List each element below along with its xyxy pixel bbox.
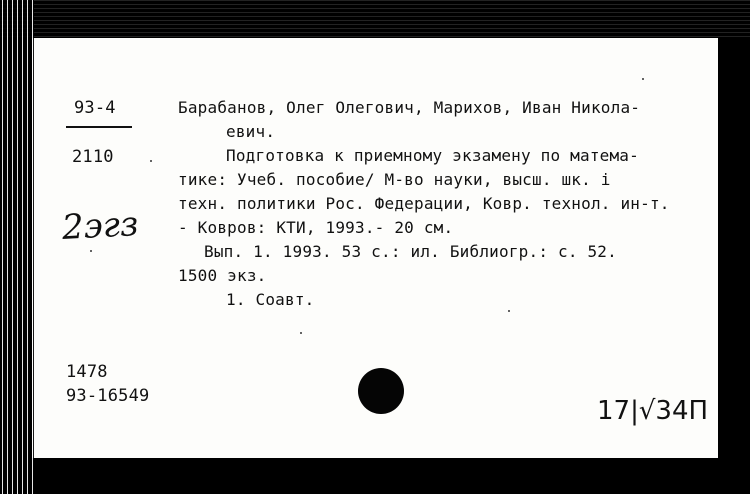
card-line-print-run: 1500 экз.	[178, 266, 267, 285]
corner-handwriting: 17|√34П	[597, 396, 709, 426]
call-number-bottom: 2110	[72, 147, 114, 167]
inventory-number: 1478	[66, 362, 108, 382]
catalog-number: 93-16549	[66, 386, 150, 406]
card-line-title: Подготовка к приемному экзамену по матема-	[226, 146, 639, 165]
speck	[508, 310, 510, 312]
scan-top-edge	[0, 0, 750, 40]
card-line-tracing: 1. Соавт.	[226, 290, 315, 309]
speck	[150, 160, 152, 162]
call-number-top: 93-4	[74, 98, 116, 118]
card-line-publisher: техн. политики Рос. Федерации, Ковр. технол. ин-т.	[178, 194, 670, 213]
card-line-title-cont: тике: Учеб. пособие/ М-во науки, высш. шк. i	[178, 170, 611, 189]
speck	[642, 78, 644, 80]
handwritten-mark: 2эгз	[61, 204, 140, 248]
card-line-issue: Вып. 1. 1993. 53 с.: ил. Библиогр.: с. 52.	[204, 242, 617, 261]
card-line-author-cont: евич.	[226, 122, 276, 141]
speck	[300, 332, 302, 334]
speck	[90, 250, 92, 252]
card-line-imprint: - Ковров: КТИ, 1993.- 20 см.	[178, 218, 454, 237]
scan-left-edge	[0, 0, 34, 494]
card-line-author: Барабанов, Олег Олегович, Марихов, Иван Никола-	[178, 98, 641, 117]
call-number-divider	[66, 126, 132, 128]
ink-blot	[358, 368, 404, 414]
